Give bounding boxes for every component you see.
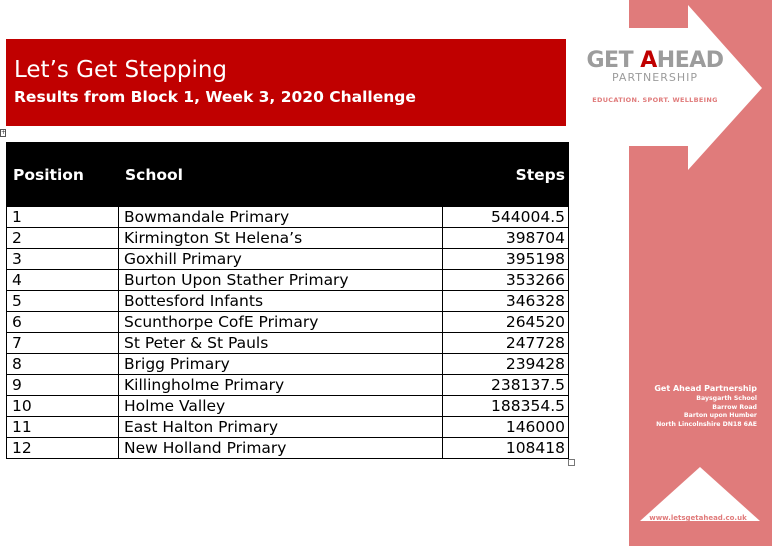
- table-move-handle-icon[interactable]: +: [1, 129, 7, 136]
- table-row: [7, 249, 569, 270]
- logo-brand-get: GET: [586, 48, 634, 73]
- cell-school: Killingholme Primary: [119, 375, 443, 396]
- cell-position: 12: [7, 438, 119, 459]
- cell-school: East Halton Primary: [119, 417, 443, 438]
- logo-brand-head: HEAD: [656, 48, 724, 73]
- table-row: [7, 291, 569, 312]
- cell-position: 1: [7, 207, 119, 228]
- title-banner: [6, 39, 566, 126]
- cell-position: 2: [7, 228, 119, 249]
- table-row: [7, 396, 569, 417]
- website-link[interactable]: www.letsgetahead.co.uk: [649, 514, 747, 522]
- cell-position: 8: [7, 354, 119, 375]
- up-arrow-shape: [640, 467, 760, 521]
- table-row: [7, 312, 569, 333]
- cell-school: St Peter & St Pauls: [119, 333, 443, 354]
- cell-school: Goxhill Primary: [119, 249, 443, 270]
- cell-steps: 188354.5: [443, 396, 569, 417]
- cell-position: 9: [7, 375, 119, 396]
- table-row: [7, 438, 569, 459]
- page-subtitle: Results from Block 1, Week 3, 2020 Challenge: [14, 88, 416, 106]
- cell-position: 3: [7, 249, 119, 270]
- results-table: [6, 142, 569, 459]
- header-school: School: [119, 143, 443, 207]
- cell-steps: 544004.5: [443, 207, 569, 228]
- address-block: [654, 384, 757, 429]
- cell-steps: 238137.5: [443, 375, 569, 396]
- cell-position: 11: [7, 417, 119, 438]
- cell-steps: 239428: [443, 354, 569, 375]
- cell-steps: 146000: [443, 417, 569, 438]
- cell-steps: 247728: [443, 333, 569, 354]
- header-steps: Steps: [443, 143, 569, 207]
- table-row: [7, 375, 569, 396]
- cell-position: 10: [7, 396, 119, 417]
- header-position: Position: [7, 143, 119, 207]
- cell-school: Brigg Primary: [119, 354, 443, 375]
- cell-steps: 346328: [443, 291, 569, 312]
- cell-steps: 395198: [443, 249, 569, 270]
- page-title: Let’s Get Stepping: [14, 57, 228, 83]
- cell-position: 6: [7, 312, 119, 333]
- cell-school: Burton Upon Stather Primary: [119, 270, 443, 291]
- logo-partnership: PARTNERSHIP: [612, 71, 698, 84]
- table-row: [7, 270, 569, 291]
- cell-steps: 398704: [443, 228, 569, 249]
- cell-steps: 353266: [443, 270, 569, 291]
- cell-steps: 264520: [443, 312, 569, 333]
- cell-steps: 108418: [443, 438, 569, 459]
- get-ahead-logo: [580, 48, 730, 104]
- table-row: [7, 228, 569, 249]
- cell-position: 4: [7, 270, 119, 291]
- cell-school: Kirmington St Helena’s: [119, 228, 443, 249]
- address-line-1: Baysgarth School: [696, 395, 757, 402]
- cell-school: New Holland Primary: [119, 438, 443, 459]
- address-line-2: Barrow Road: [712, 403, 757, 411]
- table-row: [7, 333, 569, 354]
- logo-tagline: EDUCATION. SPORT. WELLBEING: [592, 96, 718, 104]
- cell-position: 5: [7, 291, 119, 312]
- cell-school: Holme Valley: [119, 396, 443, 417]
- logo-brand-a: A: [640, 48, 657, 73]
- address-line-4: North Lincolnshire DN18 6AE: [656, 420, 757, 428]
- cell-school: Bottesford Infants: [119, 291, 443, 312]
- table-row: [7, 354, 569, 375]
- address-org: Get Ahead Partnership: [654, 384, 757, 393]
- logo-brand: [580, 48, 730, 73]
- cell-position: 7: [7, 333, 119, 354]
- cell-school: Bowmandale Primary: [119, 207, 443, 228]
- address-line-3: Barton upon Humber: [683, 412, 757, 419]
- table-header-row: [7, 143, 569, 207]
- table-row: [7, 417, 569, 438]
- table-resize-handle[interactable]: [568, 459, 575, 466]
- cell-school: Scunthorpe CofE Primary: [119, 312, 443, 333]
- table-row: [7, 207, 569, 228]
